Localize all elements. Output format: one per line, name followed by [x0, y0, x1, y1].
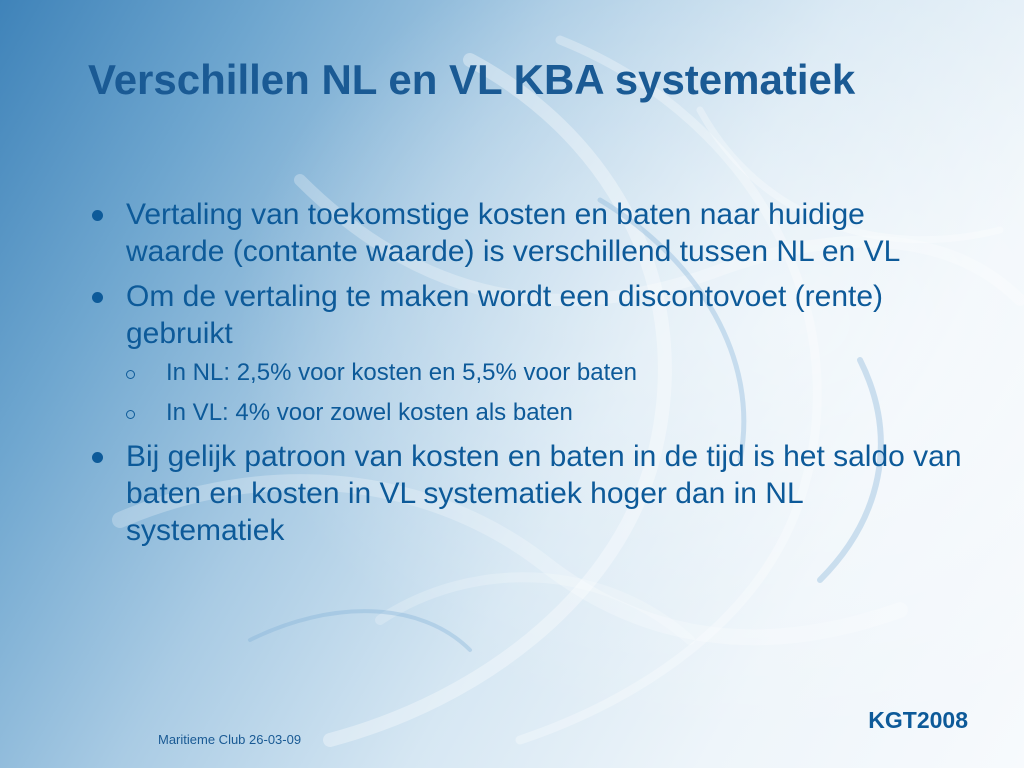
bullet-item [92, 278, 962, 428]
circle-outline-icon [126, 370, 135, 379]
bullet-text: Bij gelijk patroon van kosten en baten in de tijd is het saldo van baten en kosten in VL systematiek hoger dan in NL systematiek [126, 440, 962, 547]
bullet-dot-icon [92, 292, 103, 303]
bullet-dot-icon [92, 210, 103, 221]
footer-event-date: Maritieme Club 26-03-09 [158, 732, 302, 747]
sub-bullet-list [126, 358, 962, 428]
bullet-item [92, 196, 962, 270]
sub-bullet-text: In NL: 2,5% voor kosten en 5,5% voor baten [166, 359, 637, 386]
bullet-list [92, 196, 962, 557]
bullet-item [92, 438, 962, 549]
footer-organization: KGT2008 [868, 707, 968, 733]
slide-title: Verschillen NL en VL KBA systematiek [88, 56, 856, 103]
sub-bullet-text: In VL: 4% voor zowel kosten als baten [166, 399, 573, 426]
bullet-text: Vertaling van toekomstige kosten en baten naar huidige waarde (contante waarde) is verschillend tussen NL en VL [126, 198, 901, 268]
sub-bullet-item [126, 358, 962, 388]
circle-outline-icon [126, 410, 135, 419]
bullet-text: Om de vertaling te maken wordt een discontovoet (rente) gebruikt [126, 280, 884, 350]
sub-bullet-item [126, 398, 962, 428]
bullet-dot-icon [92, 452, 103, 463]
